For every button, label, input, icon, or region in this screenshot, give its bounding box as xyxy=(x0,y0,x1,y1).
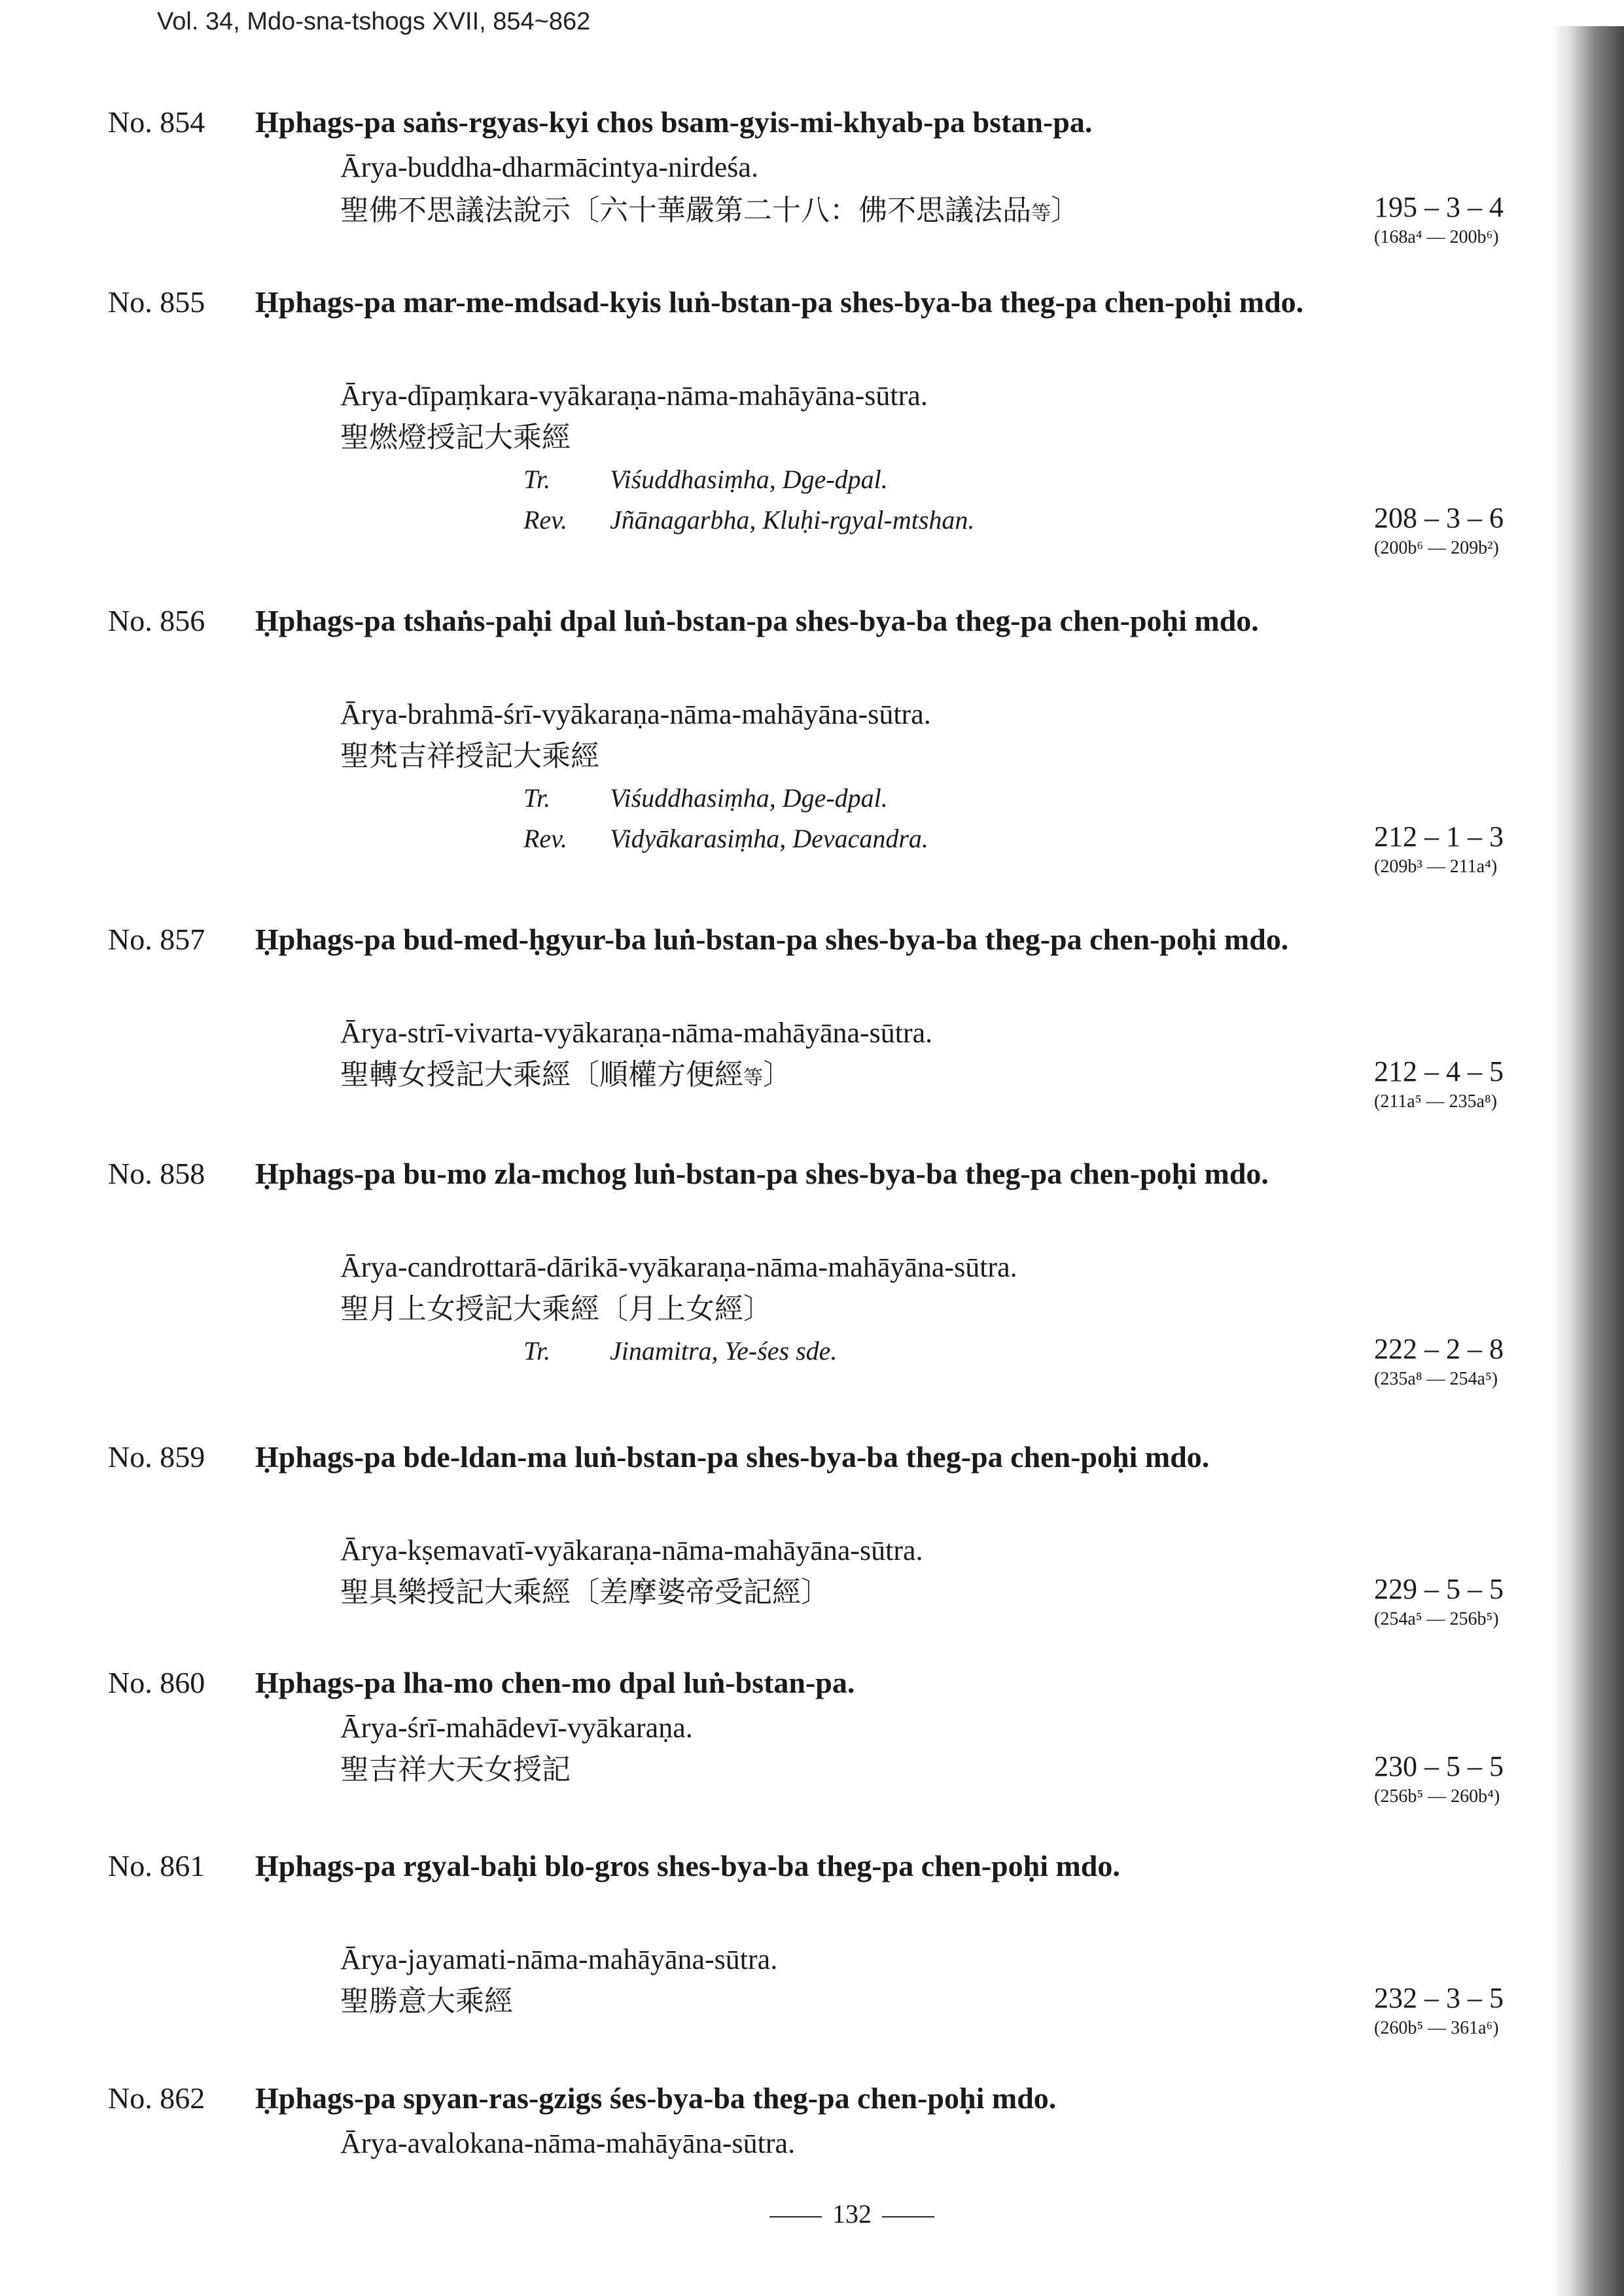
volume-reference-folios: (256b⁵ — 260b⁴) xyxy=(1374,1786,1500,1807)
sanskrit-title: Ārya-jayamati-nāma-mahāyāna-sūtra. xyxy=(340,1943,778,1975)
volume-reference-main: 212 – 4 – 5 xyxy=(1374,1055,1504,1087)
tibetan-title: Ḥphags-pa bud-med-ḥgyur-ba luṅ-bstan-pa shes-bya-ba theg-pa chen-poḥi mdo. xyxy=(255,923,1289,956)
volume-reference-folios: (168a⁴ — 200b⁶) xyxy=(1374,227,1499,247)
entry-number: No. 856 xyxy=(108,604,205,637)
chinese-title: 聖勝意大乘經 xyxy=(340,1985,513,2018)
volume-reference xyxy=(1374,190,1570,250)
chinese-title xyxy=(340,190,1080,235)
chinese-title: 聖月上女授記大乘經〔月上女經〕 xyxy=(340,1292,772,1326)
volume-reference-main: 195 – 3 – 4 xyxy=(1374,191,1504,223)
volume-reference xyxy=(1374,1054,1570,1114)
translator-names: Viśuddhasiṃha, Dge-dpal. xyxy=(610,465,888,494)
entry-number: No. 854 xyxy=(108,105,205,139)
chinese-title-small: 等 xyxy=(1031,202,1051,225)
volume-reference-folios: (260b⁵ — 361a⁶) xyxy=(1374,2018,1499,2038)
running-head: Vol. 34, Mdo-sna-tshogs XVII, 854~862 xyxy=(157,8,591,35)
entry-number: No. 855 xyxy=(108,285,205,319)
volume-reference-main: 208 – 3 – 6 xyxy=(1374,502,1504,534)
volume-reference-folios: (200b⁶ — 209b²) xyxy=(1374,538,1499,558)
volume-reference xyxy=(1374,1572,1570,1632)
volume-reference-main: 229 – 5 – 5 xyxy=(1374,1573,1504,1605)
sanskrit-title: Ārya-kṣemavatī-vyākaraṇa-nāma-mahāyāna-sūtra. xyxy=(340,1534,923,1566)
tibetan-title: Ḥphags-pa bde-ldan-ma luṅ-bstan-pa shes-bya-ba theg-pa chen-poḥi mdo. xyxy=(255,1440,1210,1474)
footer-rule-left xyxy=(769,2216,822,2217)
volume-reference-main: 212 – 1 – 3 xyxy=(1374,821,1504,853)
volume-reference-folios: (235a⁸ — 254a⁵) xyxy=(1374,1369,1498,1389)
reviser-line xyxy=(523,819,928,858)
volume-reference xyxy=(1374,819,1570,879)
tibetan-title: Ḥphags-pa bu-mo zla-mchog luṅ-bstan-pa shes-bya-ba theg-pa chen-poḥi mdo. xyxy=(255,1157,1269,1190)
tibetan-title: Ḥphags-pa spyan-ras-gzigs śes-bya-ba theg-pa chen-poḥi mdo. xyxy=(255,2081,1057,2115)
translator-line xyxy=(523,460,888,499)
sanskrit-title: Ārya-strī-vivarta-vyākaraṇa-nāma-mahāyāna-sūtra. xyxy=(340,1017,933,1049)
reviser-role: Rev. xyxy=(523,824,567,853)
sanskrit-title: Ārya-buddha-dharmācintya-nirdeśa. xyxy=(340,151,758,183)
translator-names: Viśuddhasiṃha, Dge-dpal. xyxy=(610,783,888,813)
entry-number: No. 861 xyxy=(108,1849,205,1882)
reviser-role: Rev. xyxy=(523,505,567,535)
chinese-title-close: 〕 xyxy=(763,1058,792,1091)
translator-line xyxy=(523,779,888,818)
entry-number: No. 860 xyxy=(108,1666,205,1699)
translator-line xyxy=(523,1332,837,1371)
footer-rule-right xyxy=(882,2216,934,2217)
translator-role: Tr. xyxy=(523,465,551,494)
chinese-title-close: 〕 xyxy=(1051,194,1080,227)
chinese-title-small: 等 xyxy=(743,1067,763,1089)
sanskrit-title: Ārya-candrottarā-dārikā-vyākaraṇa-nāma-mahāyāna-sūtra. xyxy=(340,1251,1017,1283)
reviser-names: Vidyākarasiṃha, Devacandra. xyxy=(610,824,928,853)
reviser-names: Jñānagarbha, Kluḥi-rgyal-mtshan. xyxy=(610,505,975,535)
page-number: 132 xyxy=(832,2199,872,2229)
volume-reference xyxy=(1374,1332,1570,1392)
sanskrit-title: Ārya-brahmā-śrī-vyākaraṇa-nāma-mahāyāna-sūtra. xyxy=(340,698,931,730)
volume-reference xyxy=(1374,1981,1570,2041)
chinese-title-text: 聖轉女授記大乘經〔順權方便經 xyxy=(340,1058,743,1091)
translator-role: Tr. xyxy=(523,1336,551,1366)
volume-reference-main: 230 – 5 – 5 xyxy=(1374,1750,1504,1782)
translator-names: Jinamitra, Ye-śes sde. xyxy=(610,1336,838,1366)
tibetan-title: Ḥphags-pa tshaṅs-paḥi dpal luṅ-bstan-pa shes-bya-ba theg-pa chen-poḥi mdo. xyxy=(255,604,1259,637)
entry-number: No. 858 xyxy=(108,1157,205,1190)
volume-reference-main: 222 – 2 – 8 xyxy=(1374,1333,1504,1365)
volume-reference-folios: (209b³ — 211a⁴) xyxy=(1374,857,1498,877)
volume-reference-folios: (254a⁵ — 256b⁵) xyxy=(1374,1609,1499,1629)
entry-number: No. 862 xyxy=(108,2081,205,2115)
tibetan-title: Ḥphags-pa mar-me-mdsad-kyis luṅ-bstan-pa shes-bya-ba theg-pa chen-poḥi mdo. xyxy=(255,285,1304,319)
tibetan-title: Ḥphags-pa saṅs-rgyas-kyi chos bsam-gyis-mi-khyab-pa bstan-pa. xyxy=(255,105,1093,139)
sanskrit-title: Ārya-śrī-mahādevī-vyākaraṇa. xyxy=(340,1712,693,1744)
sanskrit-title: Ārya-avalokana-nāma-mahāyāna-sūtra. xyxy=(340,2127,796,2159)
scanned-page-edge xyxy=(1552,26,1624,2296)
sanskrit-title: Ārya-dīpaṃkara-vyākaraṇa-nāma-mahāyāna-sūtra. xyxy=(340,380,928,412)
volume-reference xyxy=(1374,1749,1570,1809)
chinese-title xyxy=(340,1054,792,1099)
tibetan-title: Ḥphags-pa rgyal-baḥi blo-gros shes-bya-ba theg-pa chen-poḥi mdo. xyxy=(255,1849,1120,1882)
entry-number: No. 859 xyxy=(108,1440,205,1474)
chinese-title: 聖具樂授記大乘經〔差摩婆帝受記經〕 xyxy=(340,1576,830,1609)
volume-reference-main: 232 – 3 – 5 xyxy=(1374,1982,1504,2014)
reviser-line xyxy=(523,501,974,540)
chinese-title: 聖吉祥大天女授記 xyxy=(340,1753,571,1786)
entry-number: No. 857 xyxy=(108,923,205,956)
volume-reference-folios: (211a⁵ — 235a⁸) xyxy=(1374,1091,1497,1112)
chinese-title-text: 聖佛不思議法說示〔六十華嚴第二十八：佛不思議法品 xyxy=(340,194,1031,227)
volume-reference xyxy=(1374,501,1570,561)
chinese-title: 聖梵吉祥授記大乘經 xyxy=(340,739,599,773)
tibetan-title: Ḥphags-pa lha-mo chen-mo dpal luṅ-bstan-pa. xyxy=(255,1666,855,1699)
chinese-title: 聖燃燈授記大乘經 xyxy=(340,421,571,454)
translator-role: Tr. xyxy=(523,783,551,813)
page-footer xyxy=(759,2199,945,2229)
